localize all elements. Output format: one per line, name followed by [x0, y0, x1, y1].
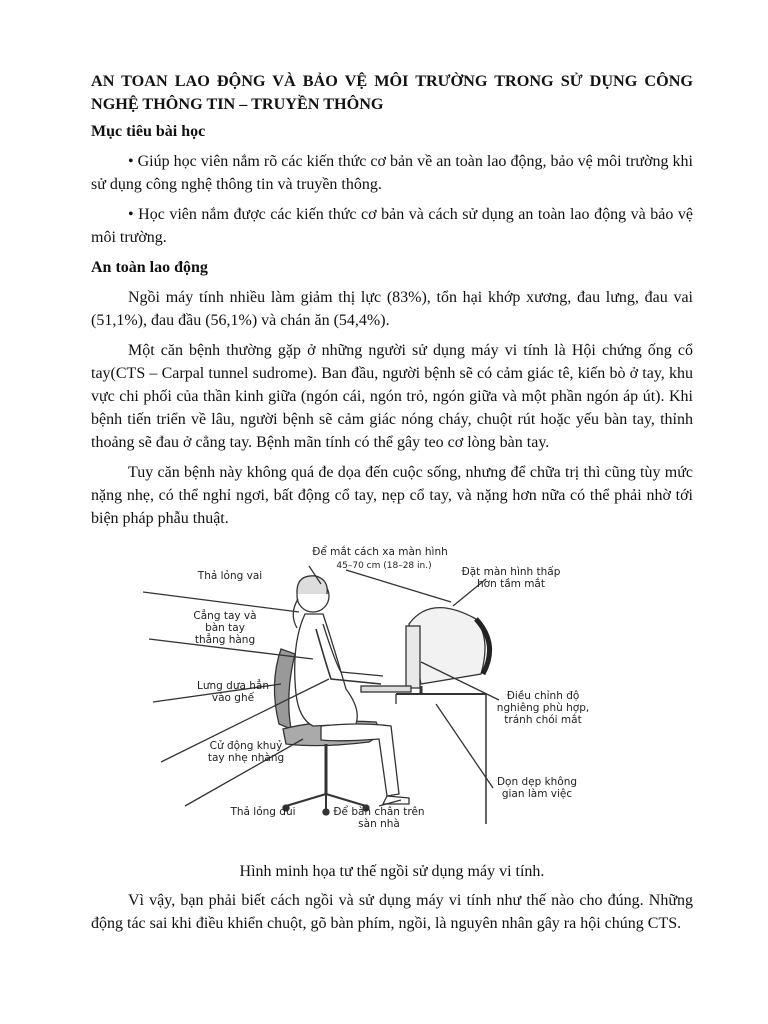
label-distance-range: 45–70 cm (18–28 in.) [336, 561, 432, 571]
figure-caption: Hình minh họa tư thế ngồi sử dụng máy vi tính. [239, 863, 545, 880]
body-paragraph: Tuy căn bệnh này không quá đe dọa đến cuộc sống, nhưng để chữa trị thì cũng tùy mức nặng nhẹ, có thể nghỉ ngơi, bất động cổ tay, nẹp cổ tay, và nặng hơn nữa có thể phải nhờ tới biện pháp phẫu thuật. [91, 464, 693, 527]
document-title: AN TOAN LAO ĐỘNG VÀ BẢO VỆ MÔI TRƯỜNG TRONG SỬ DỤNG CÔNG NGHỆ THÔNG TIN – TRUYỀN THÔNG [91, 72, 693, 113]
label-clear-workspace: Dọn dẹp không gian làm việc [496, 776, 578, 800]
section-heading-safety: An toàn lao động [91, 259, 208, 276]
closing-paragraph: Vì vậy, bạn phải biết cách ngồi và sử dụng máy vi tính như thế nào cho đúng. Những động tác sai khi điều khiển chuột, gõ bàn phím, ngồi, là nguyên nhân gây ra hội chúng CTS. [91, 892, 693, 932]
document-content [91, 70, 693, 942]
section-heading-objectives: Mục tiêu bài học [91, 123, 206, 140]
body-paragraph: Ngồi máy tính nhiều làm giảm thị lực (83%), tổn hại khớp xương, đau lưng, đau vai (51,1%), đau đầu (56,1%) và chán ăn (54,4%). [91, 289, 693, 329]
label-monitor-height: Đặt màn hình thấp hơn tầm mắt [461, 566, 561, 590]
label-back-support: Lưng dựa hẳn vào ghế [197, 680, 269, 704]
label-eye-distance: Để mắt cách xa màn hình [312, 546, 448, 558]
label-forearm-aligned: Cẳng tay và bàn tay thẳng hàng [193, 610, 257, 646]
label-relax-shoulders: Thả lỏng vai [197, 570, 263, 582]
objective-item: • Giúp học viên nắm rõ các kiến thức cơ bản về an toàn lao động, bảo vệ môi trường khi sử dụng công nghệ thông tin và truyền thông. [91, 153, 693, 193]
label-relax-thighs: Thả lỏng đùi [230, 806, 296, 818]
body-paragraph: Một căn bệnh thường gặp ở những người sử dụng máy vi tính là Hội chứng ống cổ tay(CTS – Carpal tunnel sudrome). Ban đầu, người bệnh sẽ có cảm giác tê, kiến bò ở tay, khu vực chi phối của thần kinh giữa (ngón cái, ngón trỏ, ngón giữa và một phần ngón áp út). Khi bệnh tiến triển về lâu, người bệnh sẽ cảm giác nóng cháy, chuột rút hoặc yếu bàn tay, thỉnh thoảng sẽ đau ở cẳng tay. Bệnh mãn tính có thể gây teo cơ lòng bàn tay. [91, 342, 693, 451]
label-feet-floor: Để bàn chân trên sàn nhà [333, 806, 425, 830]
posture-illustration [91, 544, 693, 854]
objective-item: • Học viên nắm được các kiến thức cơ bản và cách sử dụng an toàn lao động và bảo vệ môi trường. [91, 206, 693, 246]
label-elbow-movement: Cử động khuỷ tay nhẹ nhàng [207, 740, 285, 764]
label-tilt-adjust: Điều chỉnh độ nghiêng phù hợp, tránh chói mắt [496, 690, 590, 726]
